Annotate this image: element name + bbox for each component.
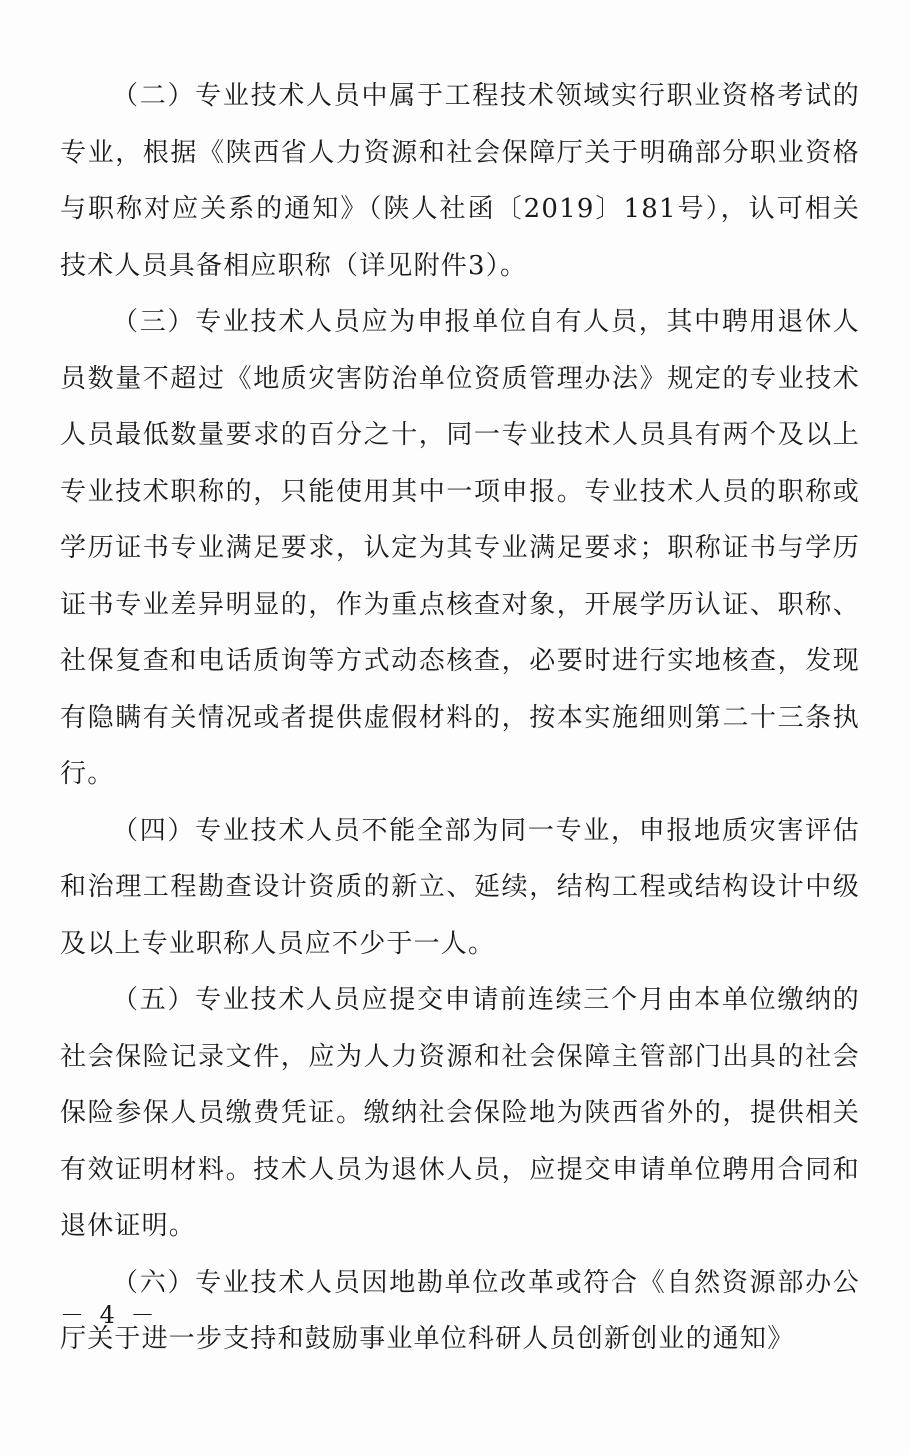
- document-body: [60, 68, 860, 1368]
- paragraph-4: （四）专业技术人员不能全部为同一专业，申报地质灾害评估和治理工程勘查设计资质的新立、延续，结构工程或结构设计中级及以上专业职称人员应不少于一人。: [60, 815, 860, 959]
- page-number: － 4 －: [60, 1301, 159, 1329]
- paragraph-5: （五）专业技术人员应提交申请前连续三个月由本单位缴纳的社会保险记录文件，应为人力资源和社会保障主管部门出具的社会保险参保人员缴费凭证。缴纳社会保险地为陕西省外的，提供相关有效证明材料。技术人员为退休人员，应提交申请单位聘用合同和退休证明。: [60, 985, 860, 1241]
- paragraph-2: （二）专业技术人员中属于工程技术领域实行职业资格考试的专业，根据《陕西省人力资源和社会保障厅关于明确部分职业资格与职称对应关系的通知》（陕人社函〔2019〕181号），认可相关技术人员具备相应职称（详见附件3）。: [60, 81, 860, 281]
- paragraph-6: （六）专业技术人员因地勘单位改革或符合《自然资源部办公厅关于进一步支持和鼓励事业单位科研人员创新创业的通知》: [60, 1267, 860, 1354]
- paragraph-3: （三）专业技术人员应为申报单位自有人员，其中聘用退休人员数量不超过《地质灾害防治单位资质管理办法》规定的专业技术人员最低数量要求的百分之十，同一专业技术人员具有两个及以上专业技术职称的，只能使用其中一项申报。专业技术人员的职称或学历证书专业满足要求，认定为其专业满足要求；职称证书与学历证书专业差异明显的，作为重点核查对象，开展学历认证、职称、社保复查和电话质询等方式动态核查，必要时进行实地核查，发现有隐瞒有关情况或者提供虚假材料的，按本实施细则第二十三条执行。: [60, 307, 860, 789]
